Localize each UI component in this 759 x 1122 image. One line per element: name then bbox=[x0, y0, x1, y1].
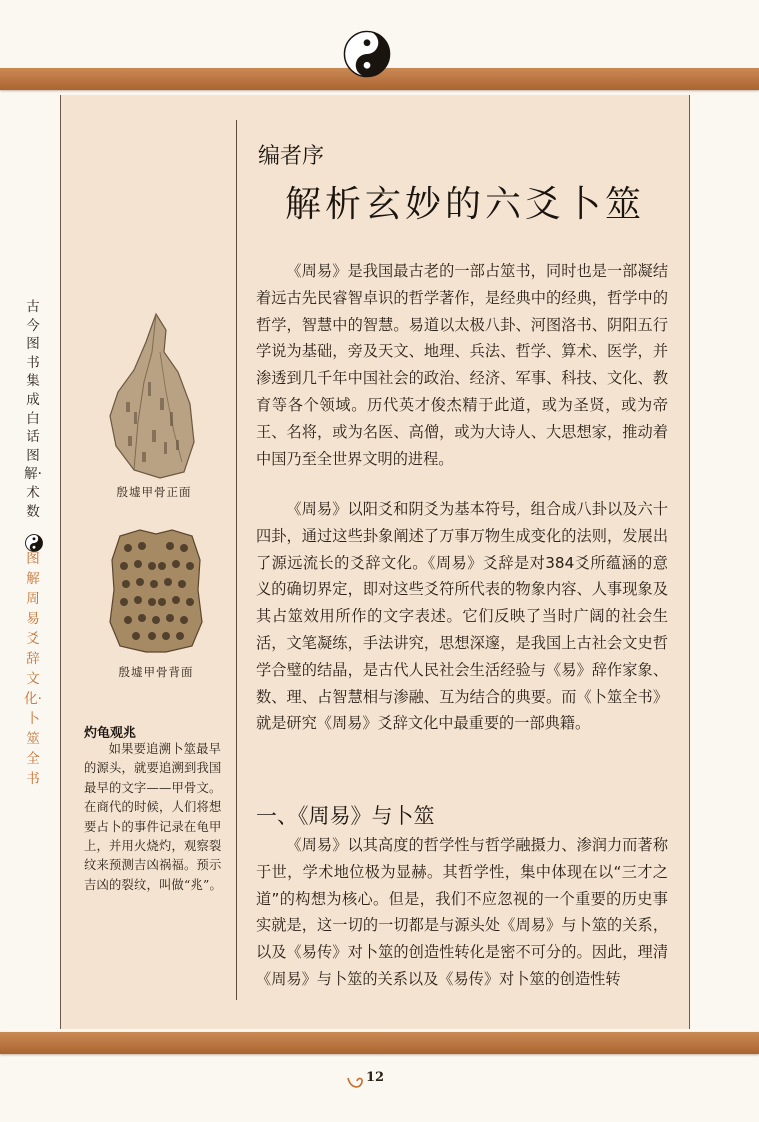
bottom-decorative-band bbox=[0, 1032, 759, 1054]
caption-oracle-back: 殷墟甲骨背面 bbox=[118, 665, 194, 679]
oracle-bone-front-image bbox=[104, 312, 198, 480]
series-title: 古今图书集成白话图解·术数 bbox=[24, 299, 42, 520]
section-heading: 一、《周易》与卜筮 bbox=[256, 804, 435, 828]
sidebar-note-body: 如果要追溯卜筮最早的源头，就要追溯到我国最早的文字——甲骨文。在商代的时候，人们将想要占卜的事件记录在龟甲上，并用火烧灼，观察裂纹来预测吉凶祸福。预示吉凶的裂纹，叫做“兆”。 bbox=[84, 742, 222, 892]
yin-yang-small-icon bbox=[25, 534, 43, 552]
page-number: 12 bbox=[366, 1070, 385, 1085]
oracle-bone-back-image bbox=[106, 526, 206, 654]
paragraph-3: 《周易》以其高度的哲学性与哲学融摄力、渗润力而著称于世，学术地位极为显赫。其哲学性，集中体现在以“三才之道”的构想为核心。但是，我们不应忽视的一个重要的历史事实就是，这一切的一切都是与源头处《周易》与卜筮的关系，以及《易传》对卜筮的创造性转化是密不可分的。因此，理清《周易》与卜筮的关系以及《易传》对卜筮的创造性转 bbox=[256, 836, 668, 988]
preface-label: 编者序 bbox=[258, 144, 325, 169]
sidebar-note-title: 灼龟观兆 bbox=[84, 726, 137, 741]
column-divider bbox=[236, 120, 237, 1000]
paragraph-1: 《周易》是我国最古老的一部占筮书，同时也是一部凝结着远古先民睿智卓识的哲学著作，是经典中的经典，哲学中的哲学，智慧中的智慧。易道以太极八卦、河图洛书、阴阳五行学说为基础，旁及天文、地理、兵法、哲学、算术、医学，并渗透到几千年中国社会的政治、经济、军事、科技、文化、教育等各个领域。历代英才俊杰精于此道，或为圣贤，或为帝王、名将，或为名医、高僧，或为大诗人、大思想家，推动着中国乃至全世界文明的进程。 bbox=[256, 262, 668, 468]
page-title: 解析玄妙的六爻卜筮 bbox=[284, 184, 645, 225]
book-title: 图解周易爻辞文化·卜筮全书 bbox=[24, 551, 42, 788]
caption-oracle-front: 殷墟甲骨正面 bbox=[116, 485, 192, 499]
swirl-ornament-icon bbox=[346, 1072, 366, 1092]
yin-yang-icon bbox=[343, 30, 391, 78]
paragraph-2: 《周易》以阳爻和阴爻为基本符号，组合成八卦以及六十四卦，通过这些卦象阐述了万事万物生成变化的法则，发展出了源远流长的爻辞文化。《周易》爻辞是对384爻所蕴涵的意义的确切界定，即对这些爻符所代表的物象内容、人事现象及其占筮效用所作的文字表述。它们反映了当时广阔的社会生活，文笔凝练，手法讲究，思想深邃，是我国上古社会文史哲学合璧的结晶，是古代人民社会生活经验与《易》辞作家象、数、理、占智慧相与渗融、互为结合的典要。而《卜筮全书》就是研究《周易》爻辞文化中最重要的一部典籍。 bbox=[256, 500, 668, 733]
